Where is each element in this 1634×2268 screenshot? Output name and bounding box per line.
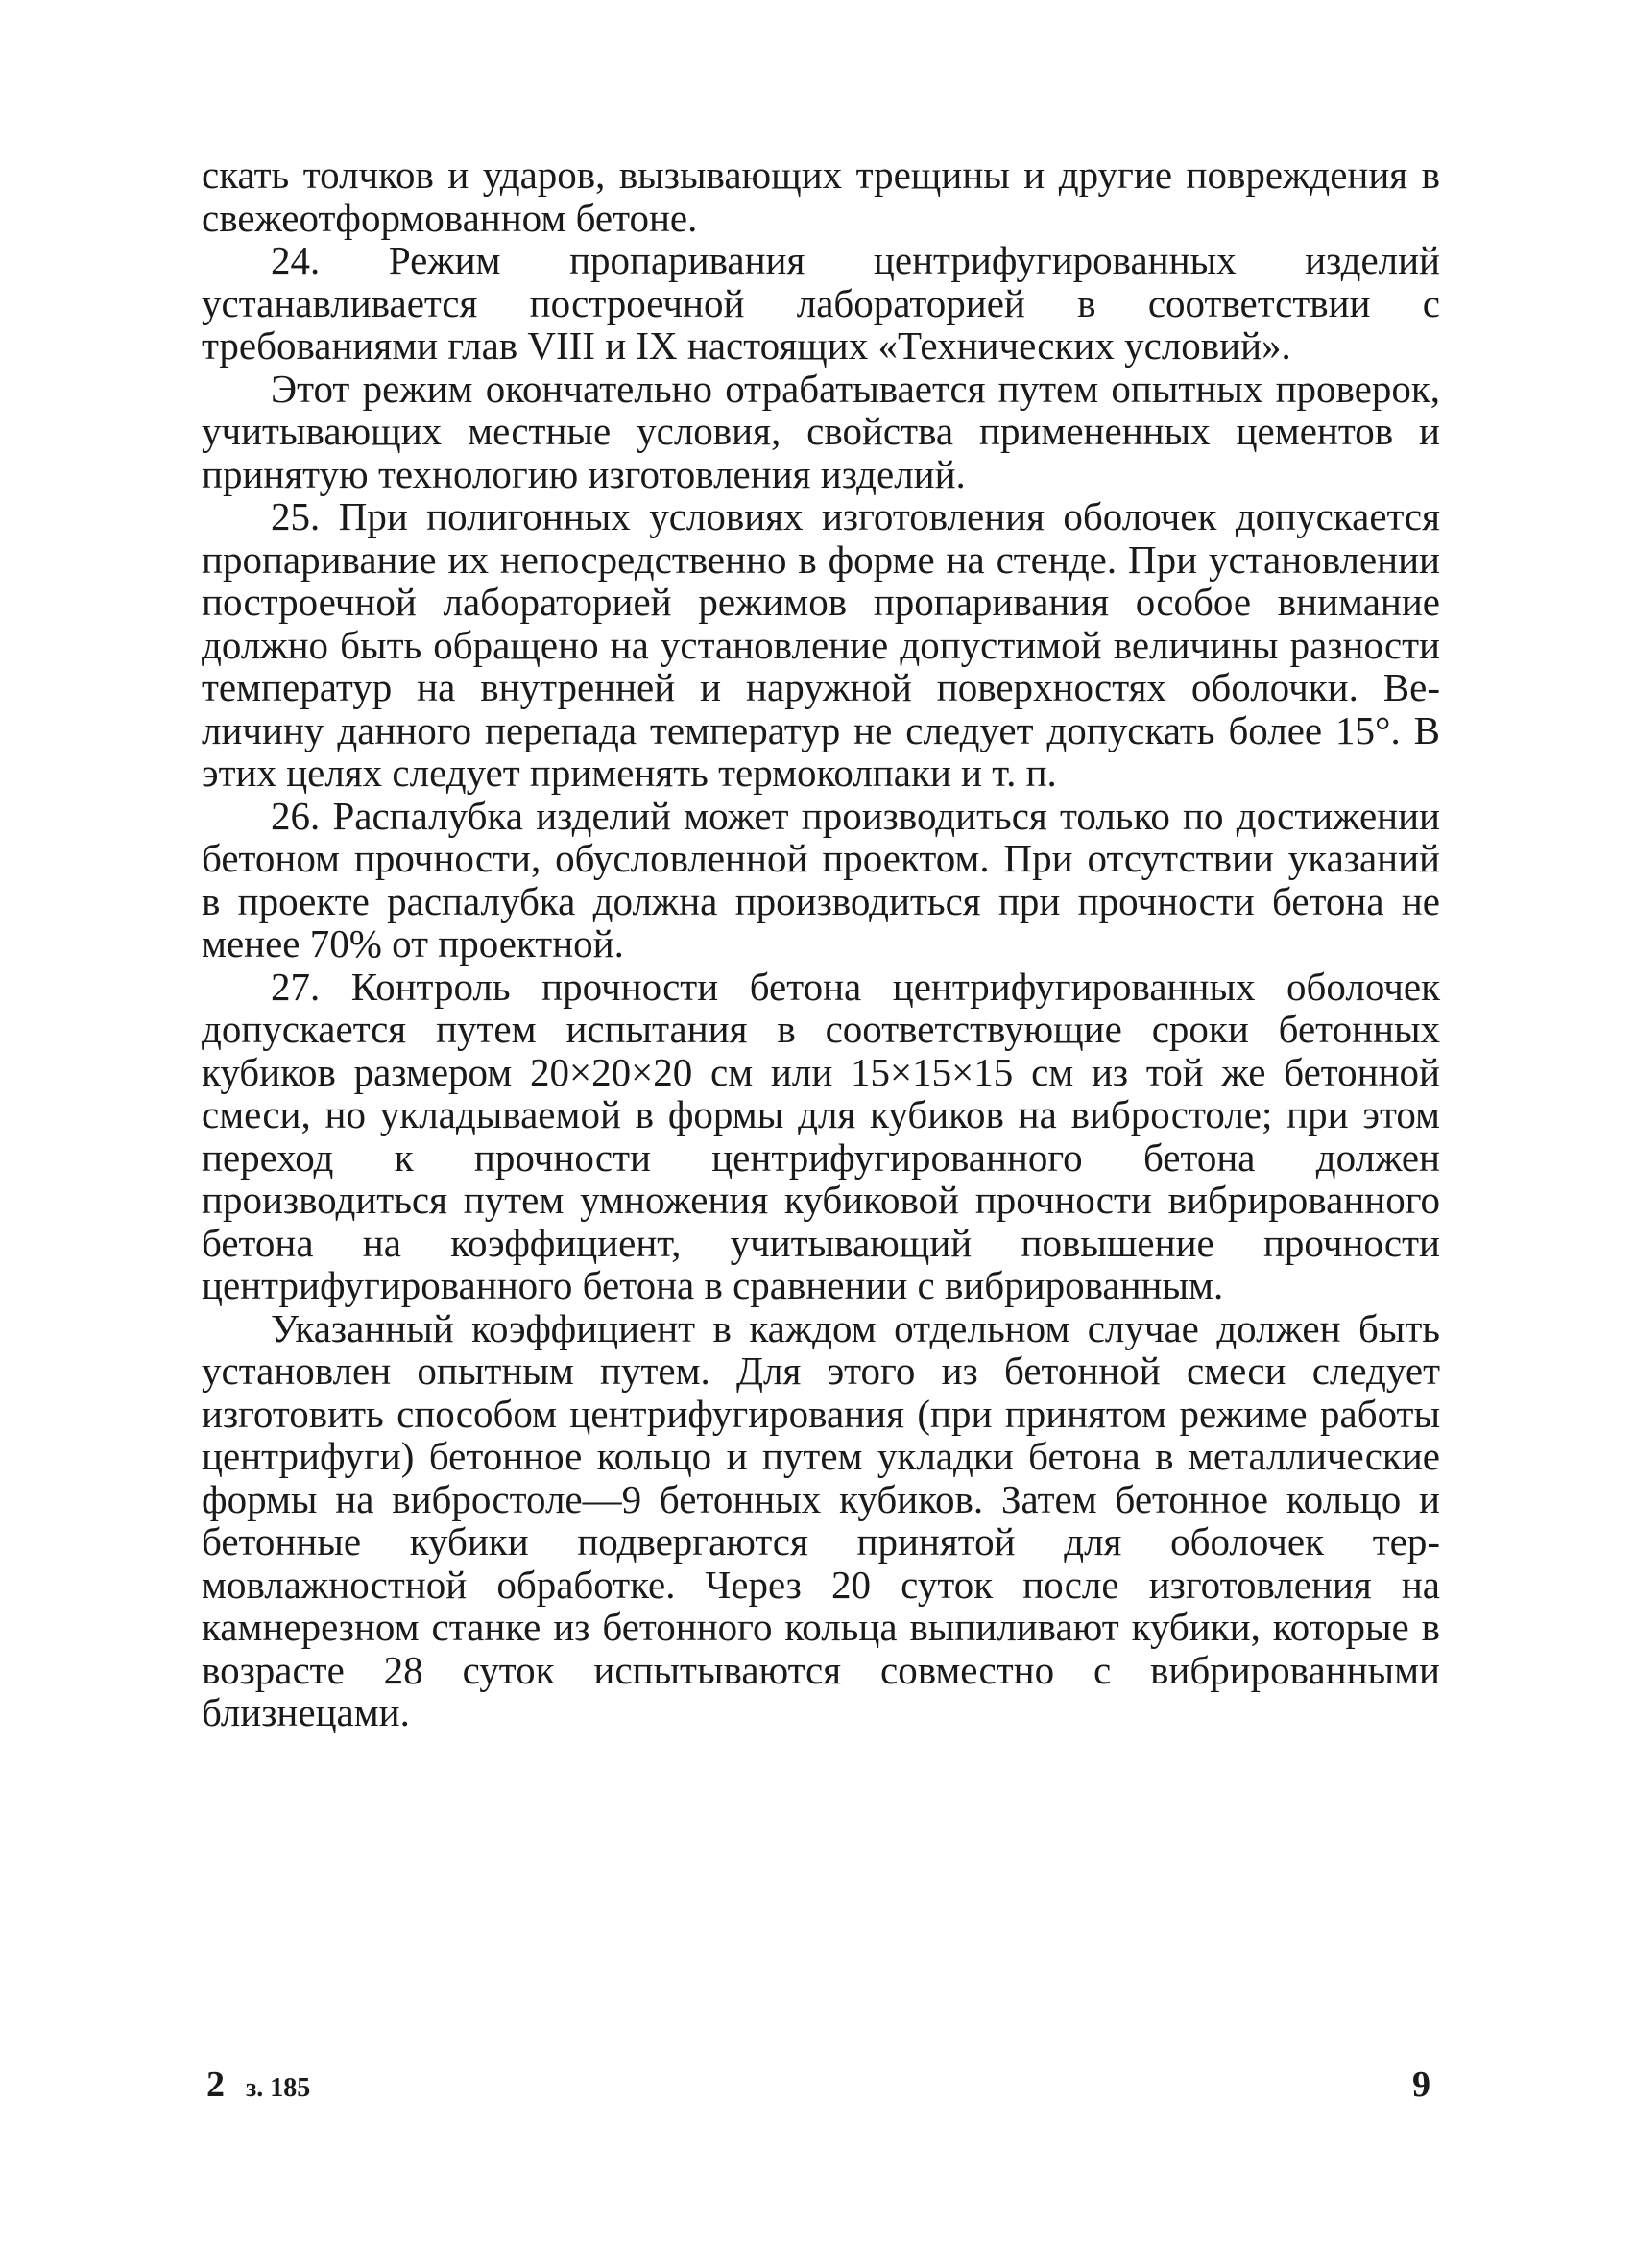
paragraph-item-24: 24. Режим пропаривания центрифугированных изделий устанавливается построечной лабораторией в соответствии с требованиями глав VIII и IX настоящих «Технических условий». [202,238,1440,368]
printer-signature [206,2064,310,2106]
paragraph-item-25: 25. При полигонных условиях изготовления оболочек допускается пропаривание их непосредственно в форме на стенде. При установлении построечной лабораторией режимов пропаривания особое внимание должно быть обращено на установление допустимой величины разности температур на внутренней и наружной поверхностях оболочки. Величину данного перепада температур не следует допускать более 15°. В этих целях следует применять термоколпаки и т. п. [202,494,1440,795]
page-number: 9 [1412,2065,1430,2105]
order-number: з. 185 [246,2073,311,2103]
page-body [202,154,1440,1734]
paragraph-item-27-note: Указанный коэффициент в каждом отдельном случае должен быть установлен опытным путем. Для этого из бетонной смеси следует изготовить способом центрифугирования (при принятом режиме работы центрифуги) бетонное кольцо и путем укладки бетона в металлические формы на вибростоле—9 бетонных кубиков. Затем бетонное кольцо и бетонные кубики подвергаются принятой для оболочек термовлажностной обработке. Через 20 суток после изготовления на камнерезном станке из бетонного кольца выпиливают кубики, которые в возрасте 28 суток испытываются совместно с вибрированными близнецами. [202,1305,1440,1734]
paragraph-continuation: скать толчков и ударов, вызывающих трещины и другие повреждения в свежеотформованном бетоне. [202,153,1440,240]
signature-number: 2 [206,2065,225,2105]
paragraph-item-24-note: Этот режим окончательно отрабатывается путем опытных проверок, учитывающих местные условия, свойства примененных цементов и принятую технологию изготовления изделий. [202,366,1440,496]
paragraph-item-26: 26. Распалубка изделий может производиться только по достижении бетоном прочности, обусловленной проектом. При отсутствии указаний в проекте распалубка должна производиться при прочности бетона не менее 70% от проектной. [202,793,1440,966]
page-footer [202,2064,1440,2112]
paragraph-item-27: 27. Контроль прочности бетона центрифугированных оболочек допускается путем испытания в соответствующие сроки бетонных кубиков размером 20×20×20 см или 15×15×15 см из той же бетонной смеси, но укладываемой в формы для кубиков на вибростоле; при этом переход к прочности центрифугированного бетона должен производиться путем умножения кубиковой прочности вибрированного бетона на коэффициент, учитывающий повышение прочности центрифугированного бетона в сравнении с вибрированным. [202,964,1440,1307]
